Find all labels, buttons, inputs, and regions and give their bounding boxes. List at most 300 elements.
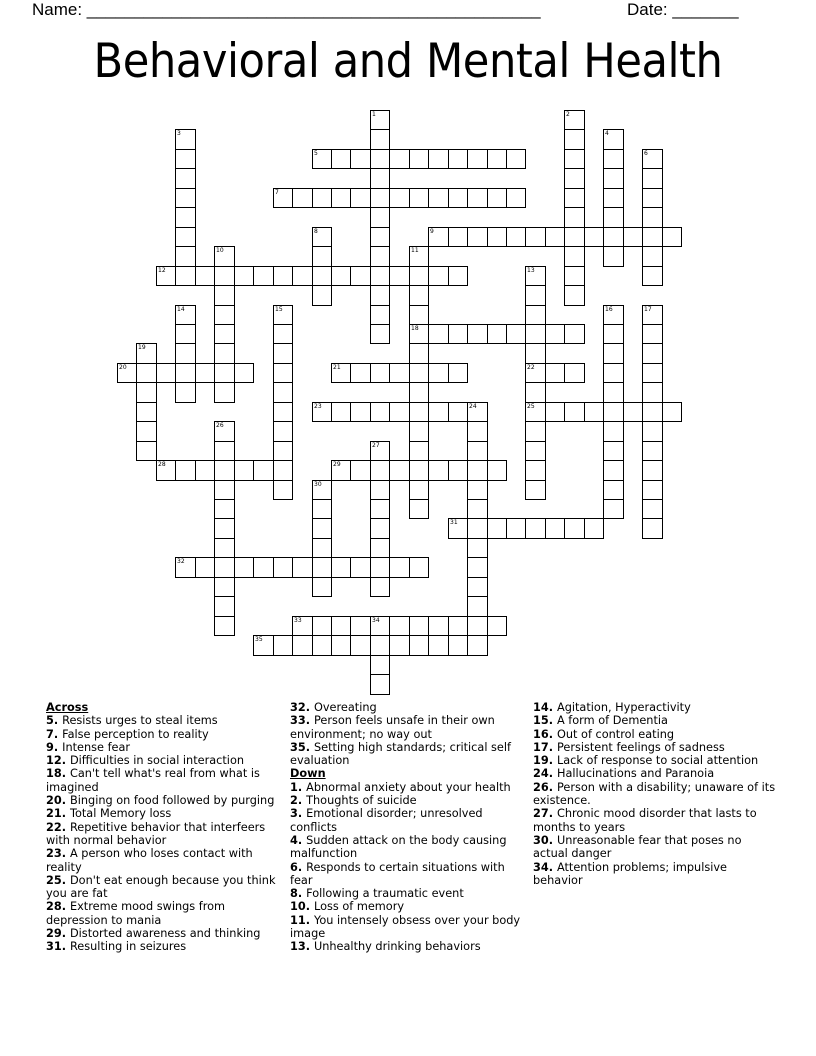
grid-cell[interactable]: [603, 207, 624, 228]
grid-cell[interactable]: [642, 227, 663, 247]
grid-cell[interactable]: [506, 149, 526, 169]
grid-cell[interactable]: [603, 246, 624, 267]
grid-cell[interactable]: [564, 227, 585, 247]
grid-cell[interactable]: [350, 266, 371, 286]
grid-cell[interactable]: [525, 441, 546, 461]
grid-cell[interactable]: [467, 149, 488, 169]
grid-cell[interactable]: [195, 557, 215, 578]
grid-cell[interactable]: [467, 402, 488, 422]
grid-cell[interactable]: [389, 557, 410, 578]
grid-cell[interactable]: [642, 188, 663, 208]
grid-cell[interactable]: [428, 635, 449, 656]
grid-cell[interactable]: [389, 266, 410, 286]
grid-cell[interactable]: [467, 635, 488, 656]
grid-cell[interactable]: [642, 382, 663, 403]
grid-cell[interactable]: [525, 227, 546, 247]
grid-cell[interactable]: [603, 421, 624, 442]
grid-cell[interactable]: [525, 382, 546, 403]
grid-cell[interactable]: [370, 616, 390, 636]
grid-cell[interactable]: [409, 266, 429, 286]
grid-cell[interactable]: [253, 557, 274, 578]
grid-cell[interactable]: [136, 402, 157, 422]
grid-cell[interactable]: [273, 557, 293, 578]
grid-cell[interactable]: [370, 499, 390, 519]
grid-cell[interactable]: [350, 188, 371, 208]
grid-cell[interactable]: [331, 363, 351, 383]
grid-cell[interactable]: [370, 460, 390, 481]
grid-cell[interactable]: [292, 266, 313, 286]
grid-cell[interactable]: [273, 460, 293, 481]
grid-cell[interactable]: [467, 227, 488, 247]
grid-cell[interactable]: [428, 460, 449, 481]
grid-cell[interactable]: [409, 480, 429, 500]
grid-cell[interactable]: [603, 168, 624, 189]
grid-cell[interactable]: [253, 635, 274, 656]
grid-cell[interactable]: [409, 305, 429, 325]
grid-cell[interactable]: [487, 149, 507, 169]
grid-cell[interactable]: [525, 480, 546, 500]
grid-cell[interactable]: [409, 285, 429, 306]
grid-cell[interactable]: [292, 557, 313, 578]
grid-cell[interactable]: [545, 324, 565, 344]
grid-cell[interactable]: [370, 207, 390, 228]
grid-cell[interactable]: [370, 227, 390, 247]
grid-cell[interactable]: [273, 635, 293, 656]
grid-cell[interactable]: [642, 460, 663, 481]
grid-cell[interactable]: [175, 382, 196, 403]
grid-cell[interactable]: [195, 363, 215, 383]
grid-cell[interactable]: [312, 518, 332, 539]
grid-cell[interactable]: [603, 460, 624, 481]
grid-cell[interactable]: [584, 227, 604, 247]
grid-cell[interactable]: [467, 518, 488, 539]
grid-cell[interactable]: [214, 305, 235, 325]
grid-cell[interactable]: [409, 188, 429, 208]
grid-cell[interactable]: [448, 188, 468, 208]
grid-cell[interactable]: [564, 324, 585, 344]
clue-number-dot: .: [297, 794, 307, 808]
grid-cell[interactable]: [175, 305, 196, 325]
grid-cell[interactable]: [312, 635, 332, 656]
grid-cell[interactable]: [312, 188, 332, 208]
clue-text: Following a traumatic event: [306, 887, 464, 901]
grid-cell[interactable]: [214, 285, 235, 306]
grid-cell[interactable]: [603, 305, 624, 325]
grid-cell[interactable]: [292, 635, 313, 656]
grid-cell[interactable]: [370, 149, 390, 169]
grid-cell[interactable]: [370, 188, 390, 208]
grid-cell[interactable]: [428, 227, 449, 247]
grid-cell[interactable]: [175, 227, 196, 247]
grid-cell[interactable]: [525, 324, 546, 344]
grid-cell[interactable]: [175, 149, 196, 169]
grid-cell[interactable]: [214, 577, 235, 597]
grid-cell[interactable]: [448, 635, 468, 656]
grid-cell[interactable]: [175, 363, 196, 383]
grid-cell[interactable]: [389, 402, 410, 422]
grid-cell[interactable]: [584, 518, 604, 539]
grid-cell[interactable]: [564, 188, 585, 208]
grid-cell[interactable]: [409, 363, 429, 383]
grid-cell[interactable]: [525, 460, 546, 481]
grid-cell[interactable]: [409, 441, 429, 461]
grid-cell[interactable]: [273, 266, 293, 286]
grid-cell[interactable]: [564, 129, 585, 150]
grid-cell[interactable]: [331, 460, 351, 481]
grid-cell[interactable]: [214, 596, 235, 617]
grid-cell[interactable]: [564, 149, 585, 169]
grid-cell[interactable]: [564, 207, 585, 228]
grid-cell[interactable]: [428, 188, 449, 208]
grid-cell[interactable]: [331, 266, 351, 286]
grid-cell[interactable]: [273, 188, 293, 208]
grid-cell[interactable]: [175, 324, 196, 344]
grid-cell[interactable]: [428, 402, 449, 422]
grid-cell[interactable]: [350, 149, 371, 169]
grid-cell[interactable]: [545, 402, 565, 422]
grid-cell[interactable]: [545, 363, 565, 383]
grid-cell[interactable]: [409, 499, 429, 519]
grid-cell[interactable]: [642, 149, 663, 169]
grid-cell[interactable]: [603, 363, 624, 383]
grid-cell[interactable]: [389, 616, 410, 636]
grid-cell[interactable]: [564, 402, 585, 422]
grid-cell[interactable]: [136, 363, 157, 383]
grid-cell[interactable]: [409, 460, 429, 481]
grid-cell[interactable]: [273, 402, 293, 422]
grid-cell[interactable]: [409, 246, 429, 267]
grid-cell[interactable]: [564, 285, 585, 306]
grid-cell[interactable]: [214, 460, 235, 481]
grid-cell[interactable]: [292, 188, 313, 208]
grid-cell[interactable]: [312, 480, 332, 500]
grid-cell[interactable]: [331, 557, 351, 578]
grid-cell[interactable]: [525, 305, 546, 325]
grid-cell[interactable]: [175, 168, 196, 189]
grid-cell[interactable]: [642, 402, 663, 422]
grid-cell[interactable]: [448, 266, 468, 286]
grid-cell[interactable]: [409, 616, 429, 636]
grid-cell[interactable]: [370, 402, 390, 422]
grid-cell[interactable]: [273, 421, 293, 442]
grid-cell[interactable]: [370, 655, 390, 675]
grid-cell[interactable]: [506, 227, 526, 247]
grid-cell[interactable]: [175, 460, 196, 481]
grid-cell[interactable]: [545, 227, 565, 247]
grid-cell[interactable]: [234, 266, 254, 286]
grid-cell[interactable]: [273, 382, 293, 403]
date-field[interactable]: Date: _______: [627, 0, 739, 19]
grid-cell[interactable]: [506, 188, 526, 208]
grid-cell[interactable]: [409, 324, 429, 344]
grid-cell[interactable]: [603, 499, 624, 519]
grid-cell[interactable]: [467, 616, 488, 636]
grid-cell[interactable]: [312, 266, 332, 286]
grid-cell[interactable]: [642, 441, 663, 461]
grid-cell[interactable]: [389, 460, 410, 481]
grid-cell[interactable]: [623, 402, 643, 422]
grid-cell[interactable]: [370, 285, 390, 306]
grid-cell[interactable]: [428, 363, 449, 383]
grid-cell[interactable]: [467, 441, 488, 461]
grid-cell[interactable]: [642, 305, 663, 325]
grid-cell[interactable]: [331, 635, 351, 656]
grid-cell[interactable]: [312, 499, 332, 519]
grid-cell[interactable]: [136, 421, 157, 442]
grid-cell[interactable]: [312, 285, 332, 306]
grid-cell[interactable]: [214, 518, 235, 539]
grid-cell[interactable]: [428, 324, 449, 344]
grid-cell[interactable]: [214, 343, 235, 364]
grid-cell[interactable]: [370, 363, 390, 383]
grid-cell[interactable]: [409, 635, 429, 656]
grid-cell[interactable]: [564, 518, 585, 539]
grid-cell[interactable]: [467, 538, 488, 558]
grid-cell[interactable]: [175, 207, 196, 228]
grid-cell[interactable]: [564, 168, 585, 189]
grid-cell[interactable]: [370, 129, 390, 150]
grid-cell[interactable]: [467, 557, 488, 578]
grid-cell[interactable]: [117, 363, 137, 383]
grid-cell[interactable]: [623, 227, 643, 247]
grid-cell[interactable]: [603, 441, 624, 461]
grid-cell[interactable]: [273, 324, 293, 344]
grid-cell[interactable]: [389, 363, 410, 383]
grid-cell[interactable]: [603, 129, 624, 150]
grid-cell[interactable]: [603, 188, 624, 208]
grid-cell[interactable]: [175, 129, 196, 150]
grid-cell[interactable]: [389, 635, 410, 656]
grid-cell[interactable]: [370, 518, 390, 539]
clue-text: Repetitive behavior that interfeers with normal behavior: [46, 820, 266, 847]
grid-cell[interactable]: [642, 207, 663, 228]
grid-cell[interactable]: [448, 324, 468, 344]
grid-cell[interactable]: [467, 577, 488, 597]
grid-cell[interactable]: [273, 305, 293, 325]
grid-cell[interactable]: [292, 616, 313, 636]
grid-cell[interactable]: [467, 480, 488, 500]
grid-cell[interactable]: [214, 480, 235, 500]
grid-cell[interactable]: [467, 460, 488, 481]
grid-cell[interactable]: [603, 402, 624, 422]
grid-cell[interactable]: [525, 421, 546, 442]
grid-cell[interactable]: [214, 557, 235, 578]
grid-cell[interactable]: [214, 421, 235, 442]
grid-cell[interactable]: [156, 266, 176, 286]
grid-cell[interactable]: [214, 266, 235, 286]
grid-cell[interactable]: [564, 266, 585, 286]
grid-cell[interactable]: [662, 227, 682, 247]
grid-cell[interactable]: [448, 363, 468, 383]
grid-cell[interactable]: [564, 246, 585, 267]
grid-cell[interactable]: [506, 324, 526, 344]
grid-cell[interactable]: [214, 363, 235, 383]
grid-cell[interactable]: [175, 343, 196, 364]
grid-cell[interactable]: [175, 557, 196, 578]
grid-cell[interactable]: [156, 363, 176, 383]
grid-cell[interactable]: [487, 324, 507, 344]
grid-cell[interactable]: [564, 110, 585, 130]
grid-cell[interactable]: [195, 460, 215, 481]
grid-cell[interactable]: [642, 499, 663, 519]
grid-cell[interactable]: [487, 227, 507, 247]
grid-cell[interactable]: [389, 149, 410, 169]
grid-cell[interactable]: [487, 188, 507, 208]
grid-cell[interactable]: [603, 324, 624, 344]
grid-cell[interactable]: [136, 382, 157, 403]
grid-cell[interactable]: [389, 188, 410, 208]
grid-cell[interactable]: [370, 168, 390, 189]
grid-cell[interactable]: [312, 557, 332, 578]
grid-cell[interactable]: [642, 324, 663, 344]
grid-cell[interactable]: [350, 557, 371, 578]
clue-number-label: 3: [177, 130, 181, 137]
grid-cell[interactable]: [525, 402, 546, 422]
grid-cell[interactable]: [370, 324, 390, 344]
grid-cell[interactable]: [448, 149, 468, 169]
grid-cell[interactable]: [175, 188, 196, 208]
grid-cell[interactable]: [370, 266, 390, 286]
grid-cell[interactable]: [175, 266, 196, 286]
grid-cell[interactable]: [214, 499, 235, 519]
grid-cell[interactable]: [525, 285, 546, 306]
grid-cell[interactable]: [312, 246, 332, 267]
clue-number: 30: [533, 833, 549, 847]
grid-cell[interactable]: [467, 596, 488, 617]
grid-cell[interactable]: [409, 557, 429, 578]
grid-cell[interactable]: [214, 441, 235, 461]
grid-cell[interactable]: [603, 480, 624, 500]
grid-cell[interactable]: [370, 246, 390, 267]
grid-cell[interactable]: [350, 363, 371, 383]
grid-cell[interactable]: [525, 343, 546, 364]
grid-cell[interactable]: [487, 616, 507, 636]
name-field[interactable]: Name: ________________________________________________: [32, 0, 541, 19]
grid-cell[interactable]: [312, 402, 332, 422]
grid-cell[interactable]: [448, 227, 468, 247]
grid-cell[interactable]: [467, 499, 488, 519]
grid-cell[interactable]: [370, 110, 390, 130]
grid-cell[interactable]: [370, 674, 390, 695]
grid-cell[interactable]: [253, 266, 274, 286]
grid-cell[interactable]: [312, 149, 332, 169]
grid-cell[interactable]: [273, 363, 293, 383]
grid-cell[interactable]: [214, 538, 235, 558]
grid-cell[interactable]: [331, 149, 351, 169]
grid-cell[interactable]: [642, 246, 663, 267]
grid-cell[interactable]: [584, 402, 604, 422]
grid-cell[interactable]: [214, 382, 235, 403]
grid-cell[interactable]: [370, 305, 390, 325]
grid-cell[interactable]: [331, 616, 351, 636]
grid-cell[interactable]: [331, 402, 351, 422]
grid-cell[interactable]: [448, 518, 468, 539]
grid-cell[interactable]: [642, 343, 663, 364]
grid-cell[interactable]: [409, 402, 429, 422]
grid-cell[interactable]: [350, 402, 371, 422]
grid-cell[interactable]: [603, 149, 624, 169]
grid-cell[interactable]: [525, 363, 546, 383]
grid-cell[interactable]: [312, 577, 332, 597]
grid-cell[interactable]: [273, 480, 293, 500]
grid-cell[interactable]: [273, 343, 293, 364]
grid-cell[interactable]: [312, 616, 332, 636]
grid-cell[interactable]: [234, 557, 254, 578]
grid-cell[interactable]: [234, 460, 254, 481]
grid-cell[interactable]: [253, 460, 274, 481]
grid-cell[interactable]: [428, 266, 449, 286]
grid-cell[interactable]: [136, 441, 157, 461]
grid-cell[interactable]: [603, 343, 624, 364]
grid-cell[interactable]: [448, 616, 468, 636]
grid-cell[interactable]: [603, 227, 624, 247]
grid-cell[interactable]: [370, 538, 390, 558]
grid-cell[interactable]: [331, 188, 351, 208]
grid-cell[interactable]: [214, 616, 235, 636]
grid-cell[interactable]: [467, 188, 488, 208]
grid-cell[interactable]: [487, 518, 507, 539]
grid-cell[interactable]: [409, 382, 429, 403]
grid-cell[interactable]: [525, 266, 546, 286]
grid-cell[interactable]: [370, 480, 390, 500]
grid-cell[interactable]: [642, 266, 663, 286]
grid-cell[interactable]: [234, 363, 254, 383]
clue-number: 23: [46, 847, 62, 861]
grid-cell[interactable]: [642, 518, 663, 539]
grid-cell[interactable]: [214, 324, 235, 344]
grid-cell[interactable]: [409, 421, 429, 442]
grid-cell[interactable]: [525, 518, 546, 539]
grid-cell[interactable]: [370, 577, 390, 597]
grid-cell[interactable]: [487, 460, 507, 481]
grid-cell[interactable]: [350, 616, 371, 636]
grid-cell[interactable]: [603, 382, 624, 403]
grid-cell[interactable]: [642, 480, 663, 500]
grid-cell[interactable]: [428, 616, 449, 636]
grid-cell[interactable]: [370, 557, 390, 578]
grid-cell[interactable]: [409, 343, 429, 364]
grid-cell[interactable]: [662, 402, 682, 422]
grid-cell[interactable]: [448, 402, 468, 422]
grid-cell[interactable]: [136, 343, 157, 364]
grid-cell[interactable]: [195, 266, 215, 286]
grid-cell[interactable]: [564, 363, 585, 383]
grid-cell[interactable]: [448, 460, 468, 481]
grid-cell[interactable]: [350, 460, 371, 481]
grid-cell[interactable]: [467, 421, 488, 442]
grid-cell[interactable]: [642, 363, 663, 383]
clue-number: 17: [533, 740, 549, 754]
grid-cell[interactable]: [642, 168, 663, 189]
across-clue: [290, 741, 525, 768]
grid-cell[interactable]: [312, 227, 332, 247]
grid-cell[interactable]: [428, 149, 449, 169]
clue-text: Chronic mood disorder that lasts to months to years: [533, 807, 757, 834]
grid-cell[interactable]: [214, 246, 235, 267]
grid-cell[interactable]: [370, 635, 390, 656]
grid-cell[interactable]: [545, 518, 565, 539]
grid-cell[interactable]: [506, 518, 526, 539]
grid-cell[interactable]: [642, 421, 663, 442]
grid-cell[interactable]: [156, 460, 176, 481]
grid-cell[interactable]: [312, 538, 332, 558]
grid-cell[interactable]: [175, 246, 196, 267]
grid-cell[interactable]: [370, 441, 390, 461]
grid-cell[interactable]: [467, 324, 488, 344]
grid-cell[interactable]: [273, 441, 293, 461]
grid-cell[interactable]: [409, 149, 429, 169]
grid-cell[interactable]: [350, 635, 371, 656]
